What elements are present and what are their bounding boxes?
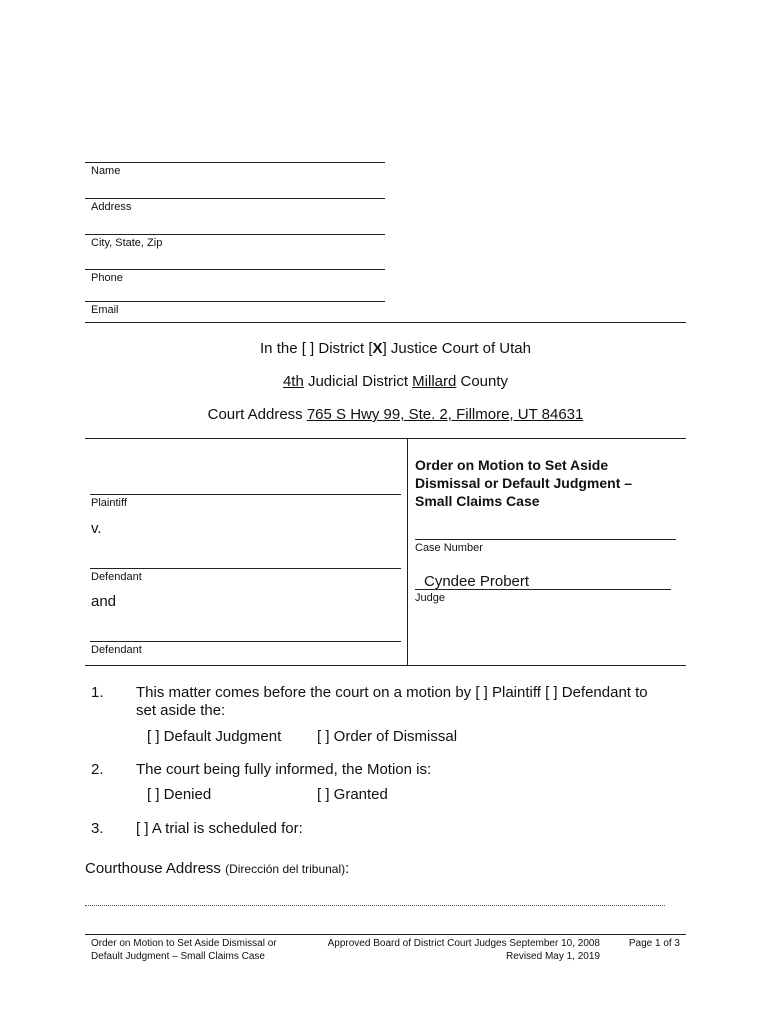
email-label: Email: [91, 304, 119, 316]
caption-divider: [407, 438, 408, 665]
document-title: Order on Motion to Set Aside Dismissal or Default Judgment – Small Claims Case: [415, 457, 633, 509]
footer-divider: [85, 934, 686, 935]
plaintiff-label: Plaintiff: [91, 497, 127, 509]
defendant-line-1[interactable]: [90, 568, 401, 569]
case-number-label: Case Number: [415, 542, 483, 554]
courthouse-address-label: Courthouse Address (Dirección del tribunal):: [85, 860, 350, 877]
case-number-line[interactable]: [415, 539, 676, 540]
footer-approval: Approved Board of District Court Judges September 10, 2008 Revised May 1, 2019: [327, 938, 600, 962]
caption-top-border: [85, 438, 686, 439]
item-3-number: 3.: [91, 820, 104, 837]
city-state-zip-line[interactable]: [85, 234, 385, 235]
judge-line[interactable]: [415, 589, 671, 590]
court-line-2: 4th Judicial District Millard County: [282, 373, 509, 390]
court-line-1: In the [ ] District [X] Justice Court of Utah: [260, 340, 531, 357]
city-state-zip-label: City, State, Zip: [91, 237, 163, 249]
defendant-label-1: Defendant: [91, 571, 142, 583]
versus: v.: [91, 520, 102, 537]
judge-name: Cyndee Probert: [424, 573, 530, 590]
footer-form-title: Order on Motion to Set Aside Dismissal or Default Judgment – Small Claims Case: [91, 938, 277, 962]
defendant-line-2[interactable]: [90, 641, 401, 642]
court-address-value: 765 S Hwy 99, Ste. 2, Fillmore, UT 84631: [306, 406, 584, 423]
judge-label: Judge: [415, 592, 445, 604]
item-1-text: This matter comes before the court on a motion by [ ] Plaintiff [ ] Defendant to: [136, 684, 648, 701]
name-label: Name: [91, 165, 121, 177]
district-number: 4th: [282, 373, 304, 390]
order-of-dismissal-checkbox[interactable]: [ ] Order of Dismissal: [317, 728, 458, 745]
name-line[interactable]: [85, 162, 385, 163]
county-name: Millard: [412, 373, 457, 390]
address-label: Address: [91, 201, 132, 213]
phone-label: Phone: [91, 272, 123, 284]
plaintiff-line[interactable]: [90, 494, 401, 495]
address-line[interactable]: [85, 198, 385, 199]
item-2-number: 2.: [91, 761, 104, 778]
and-text: and: [91, 593, 117, 610]
item-1-number: 1.: [91, 684, 104, 701]
item-2-text: The court being fully informed, the Motion is:: [136, 761, 432, 778]
email-line[interactable]: [85, 301, 385, 302]
default-judgment-checkbox[interactable]: [ ] Default Judgment: [147, 728, 282, 745]
item-1-text-2: set aside the:: [136, 702, 226, 719]
courthouse-address-line[interactable]: [85, 905, 665, 906]
granted-checkbox[interactable]: [ ] Granted: [317, 786, 388, 803]
justice-court-mark: X: [372, 340, 383, 357]
defendant-label-2: Defendant: [91, 644, 142, 656]
header-divider: [85, 322, 686, 323]
denied-checkbox[interactable]: [ ] Denied: [147, 786, 212, 803]
phone-line[interactable]: [85, 269, 385, 270]
court-address: Court Address 765 S Hwy 99, Ste. 2, Fillmore, UT 84631: [207, 406, 584, 423]
caption-bottom-border: [85, 665, 686, 666]
trial-scheduled-checkbox[interactable]: [ ] A trial is scheduled for:: [136, 820, 303, 837]
page-number: Page 1 of 3: [628, 938, 680, 949]
